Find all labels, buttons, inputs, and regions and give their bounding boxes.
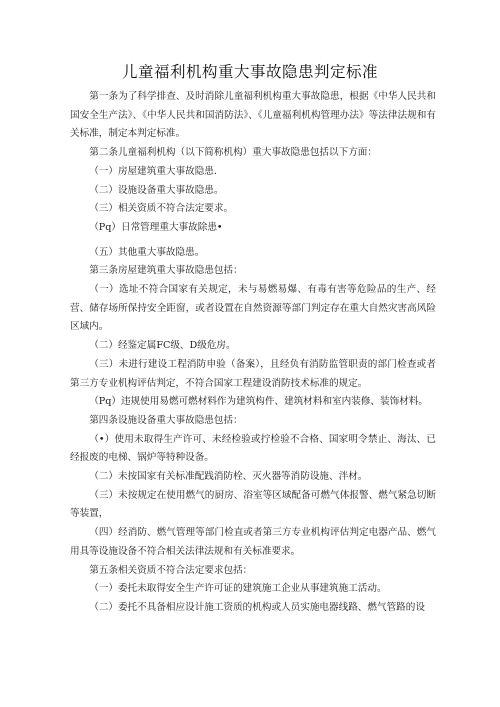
article-2: 第二条儿童福利机构（以下简称机构）重大事故隐患包括以下方面： [89, 147, 377, 159]
document-title: 儿童福利机构重大事故隐患判定标准 [121, 63, 378, 81]
article-2-item-1: （一）房屋建筑重大事故隐患. [89, 165, 217, 177]
article-5: 第五条相关资质不符合法定要求包括： [89, 564, 253, 576]
article-1: 第一条为了科学排查、及时消除儿童福利机构重大事故隐患，根据《中华人民共和国安全生产法》、《中华人民共和国消防法》、《儿童福利机构管理办法》等法律法规和有关标准，制定本判定标准。 [70, 91, 436, 140]
article-3-item-4: （Pq）违规使用易燃可燃材料作为建筑构件、建筑材料和室内装修、装饰材料。 [89, 396, 428, 408]
article-2-item-5: （五）其他重大事故隐患。 [89, 246, 205, 258]
article-2-item-4: （Pq）日常管理重大事故除患• [89, 221, 223, 233]
article-5-item-1: （一）委托未取得安全生产许可证的建筑施工企业从事建筑施工活动。 [89, 583, 387, 595]
article-5-item-2: （二）委托不具备相应设计施工资质的机构或人员实施电器线路、燃气管路的设 [89, 601, 425, 613]
article-4-item-4: （四）经消防、燃气管理等部门检直或者第三方专业机构评估判定电器产品、燃气用具等设施设备不符合相关法律法规和有关标准要求。 [70, 527, 436, 557]
article-4: 第四条设施设备重大事故隐患包括： [89, 414, 243, 426]
document-body [70, 88, 436, 618]
article-4-item-3: （三）未按规定在使用燃气的厨房、浴室等区域配备可燃气体报警、燃气紧急切断等装置， [70, 489, 436, 520]
article-3-item-3: （三）未进行建设工程消防申验（备案），且经负有消防监管职责的部门检查或者第三方专业机构评估判定，不符合国家工程建设消防技术标准的规定。 [70, 358, 436, 389]
article-4-item-2: （二）未按国家有关标准配践消防栓、灭火器等消防设施、泮材。 [89, 471, 368, 483]
article-3: 第三条房屋建筑重大事故隐患包括： [89, 265, 243, 277]
article-4-item-1: （•）使用未取得生产许可、未经检验或拧检验不合格、国家明令禁止、海汰、已经报废的电梯、锅炉等特种设备。 [70, 433, 436, 464]
article-2-item-3: （三）相关资质不符合法定要求。 [89, 203, 234, 215]
article-2-item-2: （二）设施设备重大事故隐患。 [89, 184, 224, 196]
article-3-item-1: （一）选址不符合国家有关规定，未与易燃易爆、有毒有害等危险品的生产、经营、储存场所保持安全距窗，或者设置在自然资源等部门判定存在重大自然灾害高风险区域内。 [70, 284, 436, 333]
article-3-item-2: （二）经鉴定属FC级、D级危房。 [89, 340, 236, 352]
